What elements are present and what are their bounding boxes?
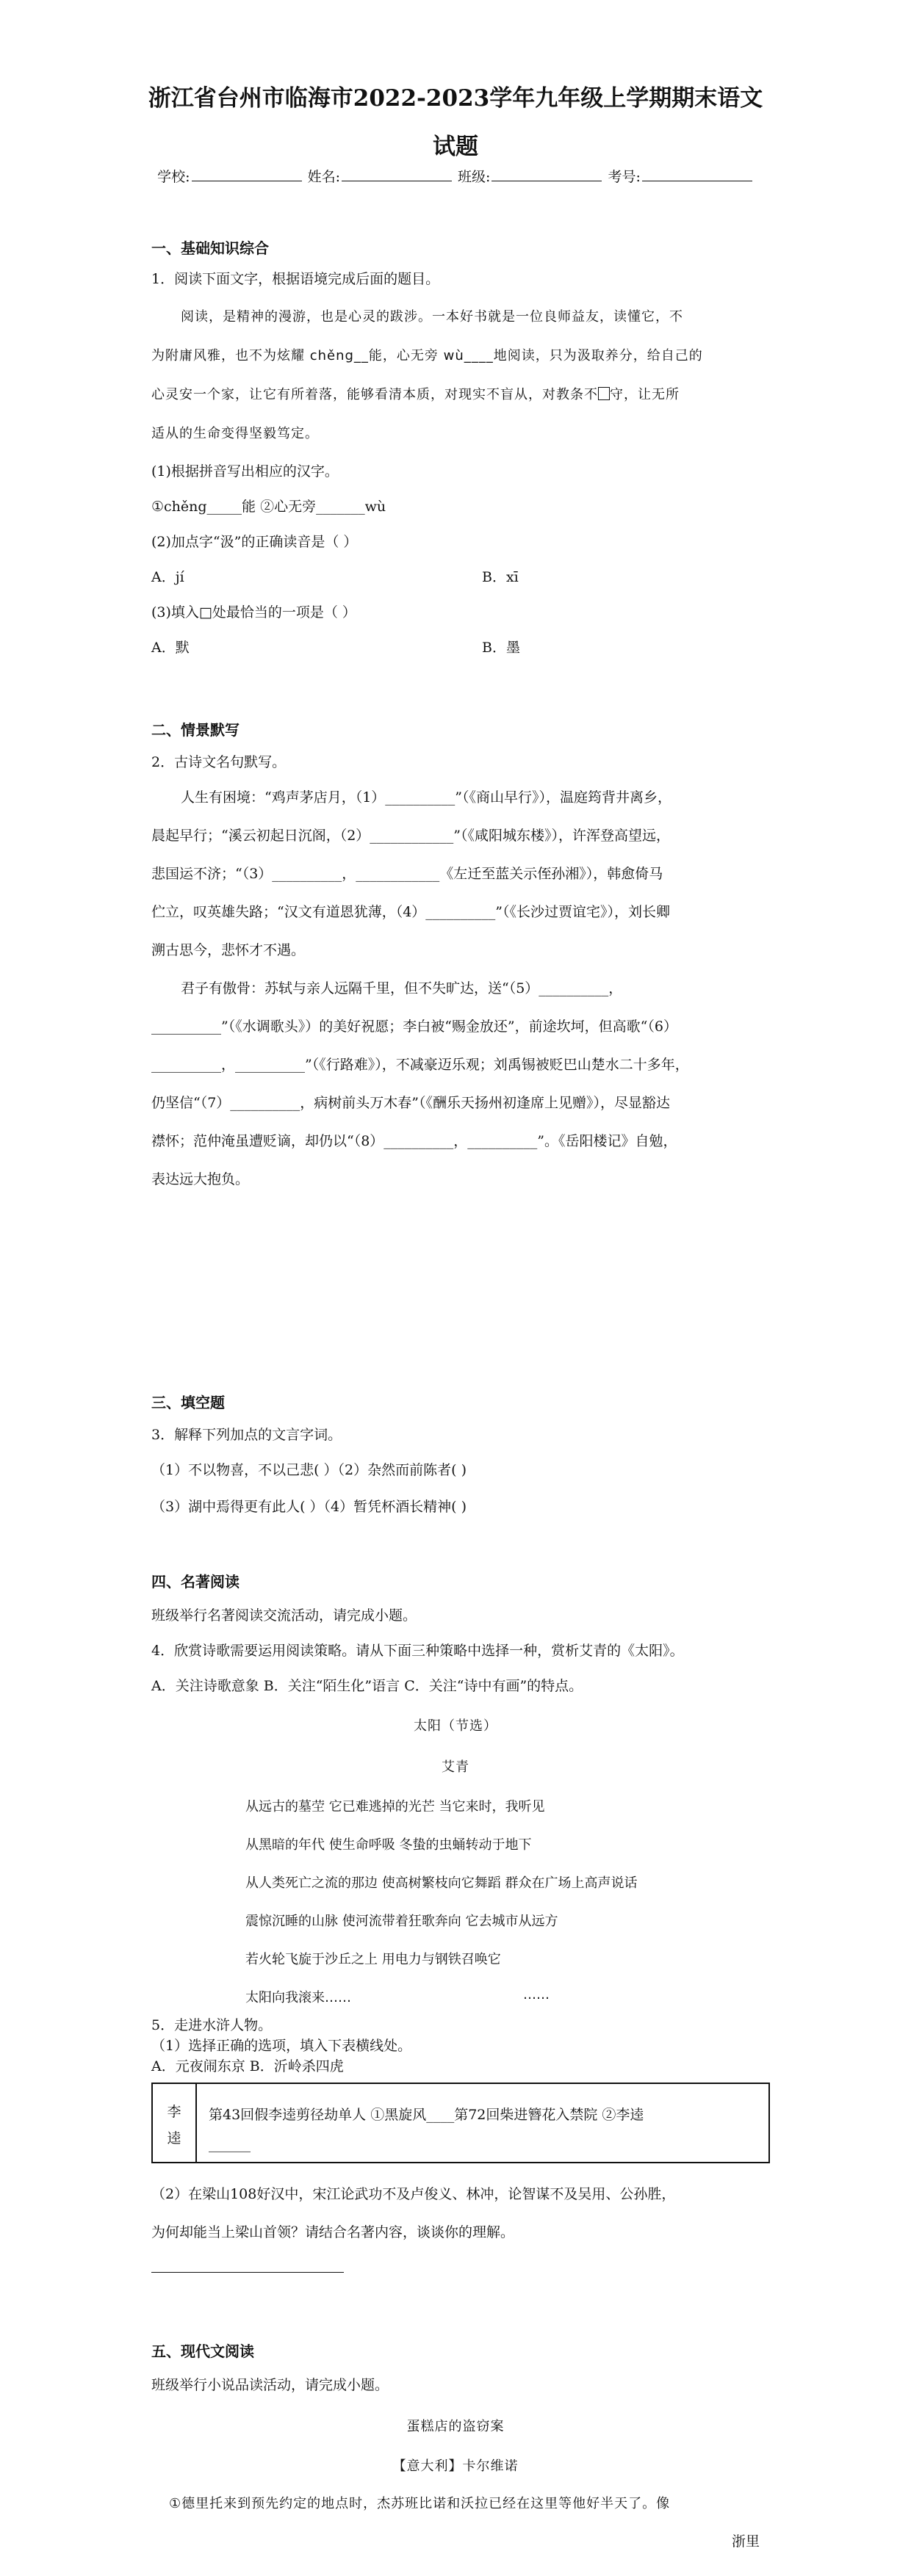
poem-line: 太阳向我滚来…… [245,1990,351,2005]
name-blank[interactable] [342,167,452,181]
table-head-cell: 李 逵 [153,2084,197,2162]
q5-sub2-line: 为何却能当上梁山首领？请结合名著内容，谈谈你的理解。 [151,2224,515,2240]
section1-heading: 一、基础知识综合 [151,239,269,257]
dictation-line[interactable]: 晨起早行；“溪云初起日沉阁，（2）____________”（《咸阳城东楼》），许浑登高望远， [151,828,671,844]
answer-table [151,2083,770,2163]
poem-author: 艾青 [442,1759,469,1775]
q2-stem: 2．古诗文名句默写。 [151,754,287,770]
q3-row[interactable]: （1）不以物喜，不以己悲( ）（2）杂然而前陈者( ) [151,1462,467,1478]
q1-stem: 1．阅读下面文字，根据语境完成后面的题目。 [151,271,440,287]
option-b[interactable]: B．xī [482,569,519,585]
number-blank[interactable] [642,167,752,181]
footer-brand: 浙里 [731,2533,760,2550]
number-label: 考号: [608,169,641,185]
section3-heading: 三、填空题 [151,1394,225,1411]
dictation-line[interactable]: 伫立，叹英雄失路；“汉文有道恩犹薄，（4）__________”（《长沙过贾谊宅》），刘长卿 [151,904,671,920]
section5-heading: 五、现代文阅读 [151,2342,254,2360]
story-paragraph: ①德里托来到预先约定的地点时，杰苏班比诺和沃拉已经在这里等他好半天了。像 [169,2496,671,2511]
dictation-line[interactable]: 君子有傲骨：苏轼与亲人远隔千里，但不失旷达，送“（5）__________， [181,980,623,996]
q3-stem: 3．解释下列加点的文言字词。 [151,1427,342,1443]
blank-box [598,387,610,400]
class-blank[interactable] [491,167,602,181]
q5-sub2-line: （2）在梁山108好汉中，宋江论武功不及卢俊义、林冲，论智谋不及吴用、公孙胜， [151,2186,676,2202]
dictation-line[interactable]: 襟怀；范仲淹虽遭贬谪，却仍以“（8）__________，__________”。《岳阳楼记》自勉， [151,1133,677,1149]
section5-intro: 班级举行小说品读活动，请完成小题。 [151,2377,389,2393]
dictation-line[interactable]: 人生有困境：“鸡声茅店月，（1）__________”（《商山早行》），温庭筠背井离乡， [181,789,672,806]
q5-options[interactable]: A．元夜闹东京 B．沂岭杀四虎 [151,2058,344,2074]
school-blank[interactable] [192,167,302,181]
sub-question-1-answer[interactable]: ①chěng_____能 ②心无旁_______wù [151,499,386,515]
passage-line: 阅读，是精神的漫游，也是心灵的跋涉。一本好书就是一位良师益友，读懂它，不 [181,309,683,325]
poem-line: 从人类死亡之流的那边 使高树繁枝向它舞蹈 群众在广场上高声说话 [245,1875,638,1891]
q3-row[interactable]: （3）湖中焉得更有此人( ）（4）暂凭杯酒长精神( ) [151,1499,467,1515]
option-a[interactable]: A．默 [151,640,190,656]
exam-title-line1: 浙江省台州市临海市2022-2023学年九年级上学期期末语文 [148,85,763,112]
poem-line: …… [523,1987,550,2002]
q4-options[interactable]: A．关注诗歌意象 B．关注“陌生化”语言 C．关注“诗中有画”的特点。 [151,1678,583,1694]
dictation-line: 溯古思今，悲怀才不遇。 [151,942,306,958]
passage-line: 为附庸风雅，也不为炫耀 chěng__能，心无旁 wù____地阅读，只为汲取养分，给自己的 [151,348,703,363]
story-title: 蛋糕店的盗窃案 [406,2419,505,2434]
story-author: 【意大利】卡尔维诺 [392,2459,519,2474]
sub-question-3: (3)填入□处最恰当的一项是（ ） [151,604,356,621]
name-label: 姓名: [307,169,340,185]
school-label: 学校: [157,169,190,185]
poem-line: 从远古的墓茔 它已难逃掉的光芒 当它来时，我听见 [245,1799,545,1815]
student-info-row [0,166,911,186]
poem-title: 太阳（节选） [414,1718,497,1734]
poem-line: 震惊沉睡的山脉 使河流带着狂歌奔向 它去城市从远方 [245,1914,558,1929]
q4-stem: 4．欣赏诗歌需要运用阅读策略。请从下面三种策略中选择一种，赏析艾青的《太阳》。 [151,1643,684,1659]
passage-line: 适从的生命变得坚毅笃定。 [151,426,319,441]
section4-intro: 班级举行名著阅读交流活动，请完成小题。 [151,1607,417,1624]
section4-heading: 四、名著阅读 [151,1573,240,1591]
table-content-cell[interactable]: 第43回假李逵剪径劫单人 ①黑旋风____第72回柴进簪花入禁院 ②李逵 ______ [209,2107,644,2152]
poem-line: 若火轮飞旋于沙丘之上 用电力与钢铁召唤它 [245,1952,501,1967]
section2-heading: 二、情景默写 [151,721,240,739]
dictation-line[interactable]: 悲国运不济；“（3）__________，____________《左迁至蓝关示侄孙湘》），韩愈倚马 [151,866,663,882]
sub-question-1: (1)根据拼音写出相应的汉字。 [151,463,339,480]
sub-question-2: (2)加点字“汲”的正确读音是（ ） [151,534,358,550]
dictation-line[interactable]: 仍坚信“（7）__________，病树前头万木春”（《酬乐天扬州初逢席上见赠》），尽显豁达 [151,1095,671,1111]
exam-title-line2: 试题 [433,134,478,160]
dictation-line[interactable]: __________，__________”（《行路难》），不减豪迈乐观；刘禹锡被贬巴山楚水二十多年， [151,1057,689,1073]
option-a[interactable]: A．jí [151,569,184,585]
q5-sub1: （1）选择正确的选项，填入下表横线处。 [151,2038,412,2054]
option-b[interactable]: B．墨 [482,640,520,656]
answer-underline[interactable] [151,2272,344,2273]
passage-line: 心灵安一个家，让它有所着落，能够看清本质，对现实不盲从，对教条不 守，让无所 [151,387,680,402]
poem-line: 从黑暗的年代 使生命呼吸 冬蛰的虫蛹转动于地下 [245,1837,532,1853]
q5-stem: 5．走进水浒人物。 [151,2017,273,2033]
dictation-line: 表达远大抱负。 [151,1171,250,1187]
class-label: 班级: [458,169,491,185]
dictation-line[interactable]: __________”（《水调歌头》）的美好祝愿；李白被“赐金放还”，前途坎坷，但高歌“（6） [151,1019,677,1035]
